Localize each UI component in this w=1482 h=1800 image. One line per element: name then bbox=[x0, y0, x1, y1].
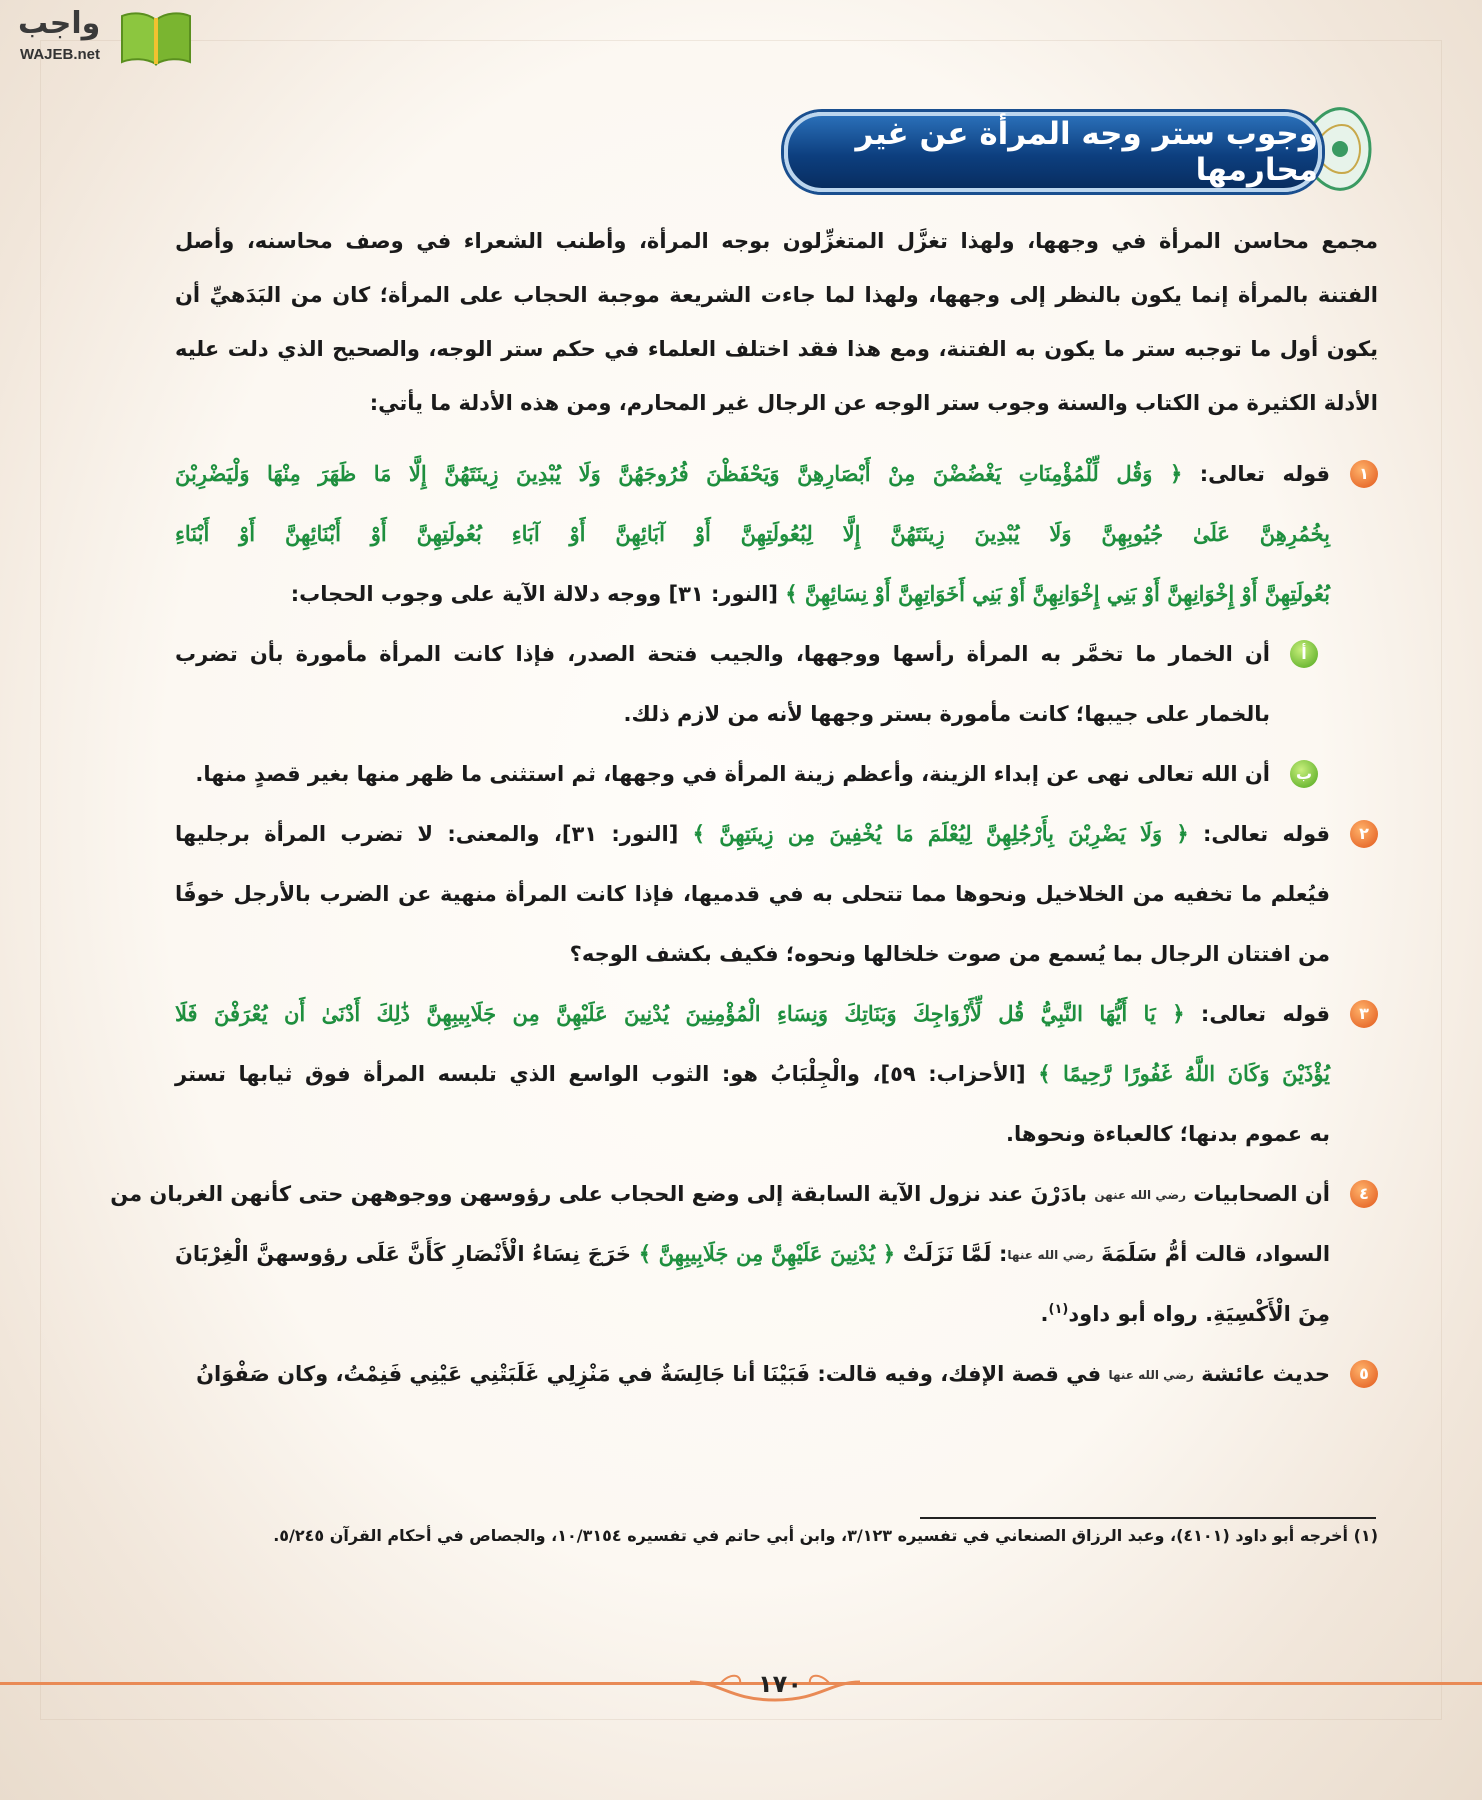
text-line bbox=[175, 1104, 1378, 1164]
text-line bbox=[175, 924, 1378, 984]
letter-badge: ب bbox=[1290, 760, 1318, 788]
intro-line: الفتنة بالمرأة إنما يكون بالنظر إلى وجهها، ولهذا لما جاءت الشريعة موجبة الحجاب على المرأة؛ كان من البَدَهيِّ أن bbox=[175, 283, 1378, 307]
text-line bbox=[175, 1044, 1378, 1104]
evidence-subitem bbox=[175, 744, 1378, 804]
text-line bbox=[175, 504, 1378, 564]
body-text: [النور: ٣١]، والمعنى: لا تضرب المرأة برجليها bbox=[175, 822, 693, 846]
text-line bbox=[110, 1164, 1378, 1224]
honorific-mark: رضي الله عنها bbox=[1007, 1248, 1094, 1262]
honorific-mark: رضي الله عنها bbox=[1108, 1368, 1194, 1382]
number-badge: ٢ bbox=[1350, 820, 1378, 848]
logo-arabic: واجب bbox=[18, 6, 101, 41]
evidence-item bbox=[175, 984, 1378, 1164]
body-text: بادَرْنَ عند نزول الآية السابقة إلى وضع الحجاب على رؤوسهن ووجوههن حتى كأنهن الغربان من bbox=[110, 1182, 1095, 1206]
section-title-banner bbox=[784, 112, 1322, 192]
quran-verse: ﴿ وَقُل لِّلْمُؤْمِنَاتِ يَغْضُضْنَ مِنْ أَبْصَارِهِنَّ وَيَحْفَظْنَ فُرُوجَهُنَّ وَلَا يُبْدِينَ زِينَتَهُنَّ إِلَّا مَا ظَهَرَ مِنْهَا وَلْيَضْرِبْنَ bbox=[175, 461, 1183, 486]
logo-latin: WAJEB.net bbox=[20, 46, 101, 63]
quran-verse: ﴿ يُدْنِينَ عَلَيْهِنَّ مِن جَلَابِيبِهِنَّ ﴾ bbox=[638, 1241, 896, 1266]
body-text: قوله تعالى: bbox=[1188, 822, 1330, 846]
body-text: . bbox=[1040, 1302, 1049, 1326]
section-title: وجوب ستر وجه المرأة عن غير محارمها bbox=[855, 116, 1318, 188]
footnote: (١) أخرجه أبو داود (٤١٠١)، وعبد الرزاق الصنعاني في تفسيره ٣/١٢٣، وابن أبي حاتم في تفسيره ١٠/٣١٥٤، والجصاص في أحكام القرآن ٥/٢٤٥. bbox=[273, 1526, 1378, 1545]
body-text: [النور: ٣١] ووجه دلالة الآية على وجوب الحجاب: bbox=[290, 582, 786, 606]
evidence-item bbox=[175, 1344, 1378, 1404]
text-line bbox=[175, 864, 1378, 924]
evidence-item bbox=[175, 444, 1378, 624]
number-badge: ٣ bbox=[1350, 1000, 1378, 1028]
page-number: ١٧٠ bbox=[758, 1670, 802, 1698]
quran-verse: بِخُمُرِهِنَّ عَلَىٰ جُيُوبِهِنَّ وَلَا يُبْدِينَ زِينَتَهُنَّ إِلَّا لِبُعُولَتِهِنَّ أَوْ آبَائِهِنَّ أَوْ آبَاءِ بُعُولَتِهِنَّ أَوْ أَبْنَائِهِنَّ أَوْ أَبْنَاءِ bbox=[175, 521, 1330, 546]
quran-verse: بُعُولَتِهِنَّ أَوْ إِخْوَانِهِنَّ أَوْ بَنِي إِخْوَانِهِنَّ أَوْ بَنِي أَخَوَاتِهِنَّ أَوْ نِسَائِهِنَّ ﴾ bbox=[785, 581, 1330, 606]
evidence-list bbox=[110, 444, 1378, 1404]
quran-verse: يُؤْذَيْنَ وَكَانَ اللَّهُ غَفُورًا رَّحِيمًا ﴾ bbox=[1038, 1061, 1331, 1086]
letter-badge: أ bbox=[1290, 640, 1318, 668]
text-line bbox=[175, 624, 1378, 684]
text-line bbox=[175, 1344, 1378, 1404]
text-line bbox=[175, 684, 1378, 744]
body-text: في قصة الإفك، وفيه قالت: فَبَيْنَا أنا جَالِسَةٌ في مَنْزِلِي غَلَبَتْنِي عَيْنِي فَنِمْتُ، وكان صَفْوَانُ bbox=[196, 1362, 1109, 1386]
footnote-ref[interactable]: (١) bbox=[1048, 1302, 1069, 1317]
intro-paragraph bbox=[175, 214, 1378, 430]
text-line bbox=[175, 744, 1378, 804]
intro-line: الأدلة الكثيرة من الكتاب والسنة وجوب ستر الوجه عن الرجال غير المحارم، ومن هذه الأدلة ما يأتي: bbox=[369, 391, 1378, 415]
body-text: السواد، قالت أمُّ سَلَمَةَ bbox=[1093, 1242, 1331, 1266]
text-line bbox=[175, 804, 1378, 864]
body-text: قوله تعالى: bbox=[1182, 462, 1330, 486]
open-book-icon bbox=[118, 10, 194, 66]
number-badge: ٥ bbox=[1350, 1360, 1378, 1388]
evidence-item bbox=[110, 1164, 1378, 1344]
body-text: أن الخمار ما تخمَّر به المرأة رأسها ووجهها، والجيب فتحة الصدر، فإذا كانت المرأة مأمورة بأن تضرب bbox=[175, 642, 1270, 666]
body-text: فيُعلم ما تخفيه من الخلاخيل ونحوها مما تتحلى به في قدميها، فإذا كانت المرأة منهية عن الضرب بالأرجل خوفًا bbox=[175, 882, 1330, 906]
intro-line: يكون أول ما توجبه ستر ما يكون به الفتنة، ومع هذا فقد اختلف العلماء في حكم ستر الوجه، والصحيح الذي دلت عليه bbox=[175, 337, 1378, 361]
text-line bbox=[175, 444, 1378, 504]
text-line bbox=[175, 1224, 1378, 1284]
evidence-subitem bbox=[175, 624, 1378, 744]
body-text: : لَمَّا نَزَلَتْ bbox=[895, 1242, 1008, 1266]
body-text: خَرَجَ نِسَاءُ الْأَنْصَارِ كَأَنَّ عَلَى رؤوسهنَّ الْغِرْبَانَ bbox=[175, 1242, 639, 1266]
text-line bbox=[175, 1284, 1378, 1344]
body-text: أن الصحابيات bbox=[1186, 1182, 1330, 1206]
evidence-item bbox=[175, 804, 1378, 984]
wajeb-logo[interactable] bbox=[8, 4, 190, 68]
quran-verse: ﴿ يَا أَيُّهَا النَّبِيُّ قُل لِّأَزْوَاجِكَ وَبَنَاتِكَ وَنِسَاءِ الْمُؤْمِنِينَ يُدْنِينَ عَلَيْهِنَّ مِن جَلَابِيبِهِنَّ ذَٰلِكَ أَدْنَىٰ أَن يُعْرَفْنَ فَلَا bbox=[175, 1001, 1185, 1026]
body-text: أن الله تعالى نهى عن إبداء الزينة، وأعظم زينة المرأة في وجهها، ثم استثنى ما ظهر منها بغير قصدٍ منها. bbox=[195, 762, 1270, 786]
intro-line: مجمع محاسن المرأة في وجهها، ولهذا تغزَّل المتغزِّلون بوجه المرأة، وأطنب الشعراء في وصف محاسنه، وأصل bbox=[175, 229, 1378, 253]
text-line bbox=[175, 984, 1378, 1044]
number-badge: ٤ bbox=[1350, 1180, 1378, 1208]
body-text: [الأحزاب: ٥٩]، والْجِلْبَابُ هو: الثوب الواسع الذي تلبسه المرأة فوق ثيابها تستر bbox=[175, 1062, 1039, 1086]
body-text: من افتتان الرجال بما يُسمع من صوت خلخالها ونحوه؛ فكيف بكشف الوجه؟ bbox=[569, 942, 1330, 966]
honorific-mark: رضي الله عنهن bbox=[1094, 1188, 1186, 1202]
body-text: به عموم بدنها؛ كالعباءة ونحوها. bbox=[1006, 1122, 1330, 1146]
quran-verse: ﴿ وَلَا يَضْرِبْنَ بِأَرْجُلِهِنَّ لِيُعْلَمَ مَا يُخْفِينَ مِن زِينَتِهِنَّ ﴾ bbox=[692, 821, 1189, 846]
footnote-divider bbox=[920, 1517, 1376, 1519]
body-text: مِنَ الْأَكْسِيَةِ. رواه أبو داود bbox=[1068, 1302, 1330, 1326]
number-badge: ١ bbox=[1350, 460, 1378, 488]
body-text: حديث عائشة bbox=[1193, 1362, 1330, 1386]
body-text: بالخمار على جيبها؛ كانت مأمورة بستر وجهها لأنه من لازم ذلك. bbox=[623, 702, 1270, 726]
text-line bbox=[175, 564, 1378, 624]
body-text: قوله تعالى: bbox=[1184, 1002, 1331, 1026]
